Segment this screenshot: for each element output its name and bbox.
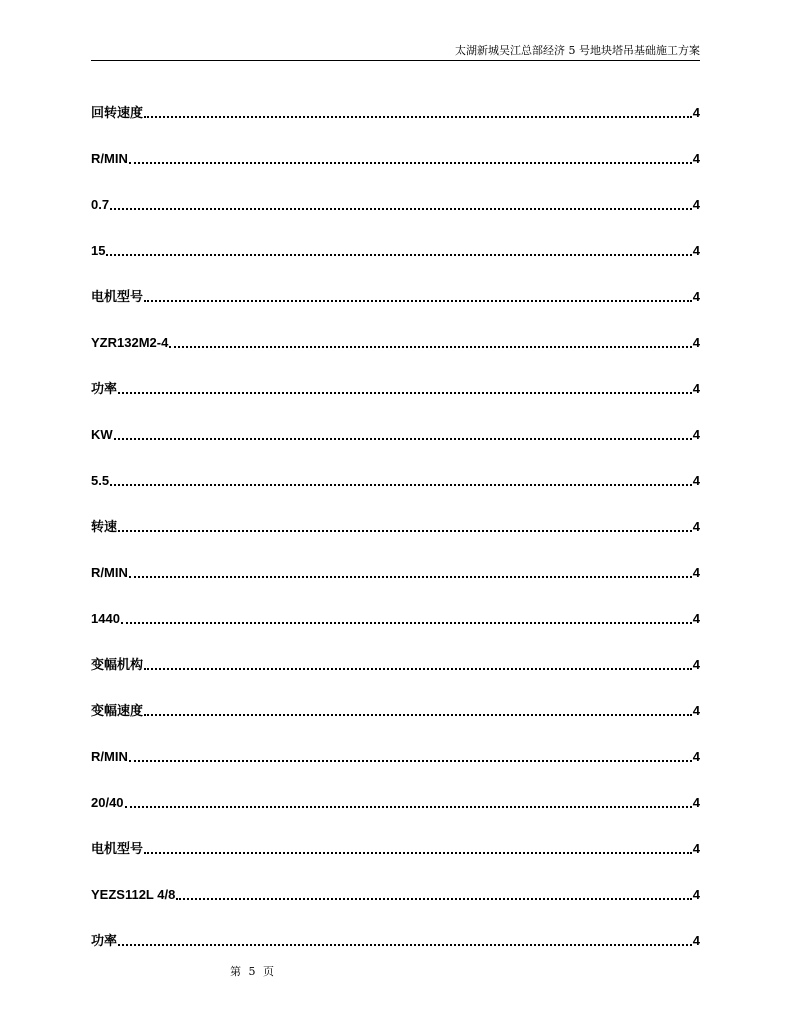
toc-entry-label: YZR132M2-4 bbox=[91, 335, 169, 350]
toc-entry-page-number: 4 bbox=[692, 887, 700, 902]
page-header bbox=[91, 44, 700, 61]
toc-entry[interactable] bbox=[91, 306, 700, 352]
toc-entry-page-number: 4 bbox=[692, 335, 700, 350]
toc-entry-page-number: 4 bbox=[692, 243, 700, 258]
toc-entry-label: R/MIN bbox=[91, 565, 128, 580]
toc-entry[interactable] bbox=[91, 168, 700, 214]
toc-entry[interactable] bbox=[91, 904, 700, 950]
toc-leader-dots bbox=[144, 116, 692, 118]
toc-leader-dots bbox=[118, 530, 692, 532]
toc-entry-label: R/MIN bbox=[91, 151, 128, 166]
toc-leader-dots bbox=[118, 944, 692, 946]
toc-entry[interactable] bbox=[91, 444, 700, 490]
toc-entry-label: KW bbox=[91, 427, 113, 442]
toc-entry-page-number: 4 bbox=[692, 657, 700, 672]
toc-entry[interactable] bbox=[91, 398, 700, 444]
toc-leader-dots bbox=[144, 714, 692, 716]
toc-leader-dots bbox=[129, 162, 692, 164]
toc-entry-page-number: 4 bbox=[692, 381, 700, 396]
toc-entry-label: R/MIN bbox=[91, 749, 128, 764]
toc-entry[interactable] bbox=[91, 260, 700, 306]
toc-entry[interactable] bbox=[91, 214, 700, 260]
toc-entry[interactable] bbox=[91, 720, 700, 766]
toc-entry-page-number: 4 bbox=[692, 933, 700, 948]
toc-leader-dots bbox=[125, 806, 692, 808]
toc-entry-label: 电机型号 bbox=[91, 289, 144, 304]
toc-entry-label: 0.7 bbox=[91, 197, 110, 212]
document-title: 太湖新城吴江总部经济 5 号地块塔吊基础施工方案 bbox=[455, 44, 700, 57]
toc-leader-dots bbox=[110, 484, 692, 486]
toc-entry-label: 20/40 bbox=[91, 795, 124, 810]
toc-leader-dots bbox=[118, 392, 692, 394]
toc-entry[interactable] bbox=[91, 628, 700, 674]
toc-entry-label: 回转速度 bbox=[91, 105, 144, 120]
toc-entry[interactable] bbox=[91, 76, 700, 122]
toc-entry[interactable] bbox=[91, 352, 700, 398]
toc-leader-dots bbox=[169, 346, 691, 348]
table-of-contents bbox=[91, 76, 700, 950]
toc-entry[interactable] bbox=[91, 536, 700, 582]
toc-entry-label: 15 bbox=[91, 243, 106, 258]
toc-entry-label: 功率 bbox=[91, 933, 118, 948]
toc-leader-dots bbox=[144, 300, 692, 302]
toc-entry-page-number: 4 bbox=[692, 289, 700, 304]
toc-leader-dots bbox=[114, 438, 692, 440]
toc-leader-dots bbox=[129, 760, 692, 762]
page-number: 第 5 页 bbox=[230, 965, 274, 978]
toc-entry-page-number: 4 bbox=[692, 427, 700, 442]
toc-entry-label: 功率 bbox=[91, 381, 118, 396]
toc-leader-dots bbox=[106, 254, 691, 256]
toc-entry-page-number: 4 bbox=[692, 841, 700, 856]
toc-entry-label: YEZS112L 4/8 bbox=[91, 887, 176, 902]
toc-leader-dots bbox=[144, 852, 692, 854]
toc-entry[interactable] bbox=[91, 582, 700, 628]
toc-entry-page-number: 4 bbox=[692, 611, 700, 626]
toc-entry[interactable] bbox=[91, 122, 700, 168]
toc-entry-label: 1440 bbox=[91, 611, 120, 626]
toc-entry-page-number: 4 bbox=[692, 519, 700, 534]
page-footer bbox=[230, 963, 274, 979]
toc-entry[interactable] bbox=[91, 858, 700, 904]
toc-leader-dots bbox=[176, 898, 691, 900]
toc-leader-dots bbox=[129, 576, 692, 578]
toc-leader-dots bbox=[110, 208, 692, 210]
toc-entry[interactable] bbox=[91, 766, 700, 812]
toc-entry-page-number: 4 bbox=[692, 749, 700, 764]
toc-entry-page-number: 4 bbox=[692, 565, 700, 580]
toc-entry[interactable] bbox=[91, 812, 700, 858]
toc-entry[interactable] bbox=[91, 490, 700, 536]
toc-leader-dots bbox=[121, 622, 692, 624]
toc-leader-dots bbox=[144, 668, 692, 670]
toc-entry-page-number: 4 bbox=[692, 703, 700, 718]
toc-entry-page-number: 4 bbox=[692, 197, 700, 212]
toc-entry-label: 变幅速度 bbox=[91, 703, 144, 718]
toc-entry-page-number: 4 bbox=[692, 473, 700, 488]
toc-entry-page-number: 4 bbox=[692, 151, 700, 166]
toc-entry-page-number: 4 bbox=[692, 795, 700, 810]
toc-entry-label: 变幅机构 bbox=[91, 657, 144, 672]
toc-entry-page-number: 4 bbox=[692, 105, 700, 120]
toc-entry-label: 5.5 bbox=[91, 473, 110, 488]
toc-entry-label: 转速 bbox=[91, 519, 118, 534]
toc-entry-label: 电机型号 bbox=[91, 841, 144, 856]
toc-entry[interactable] bbox=[91, 674, 700, 720]
